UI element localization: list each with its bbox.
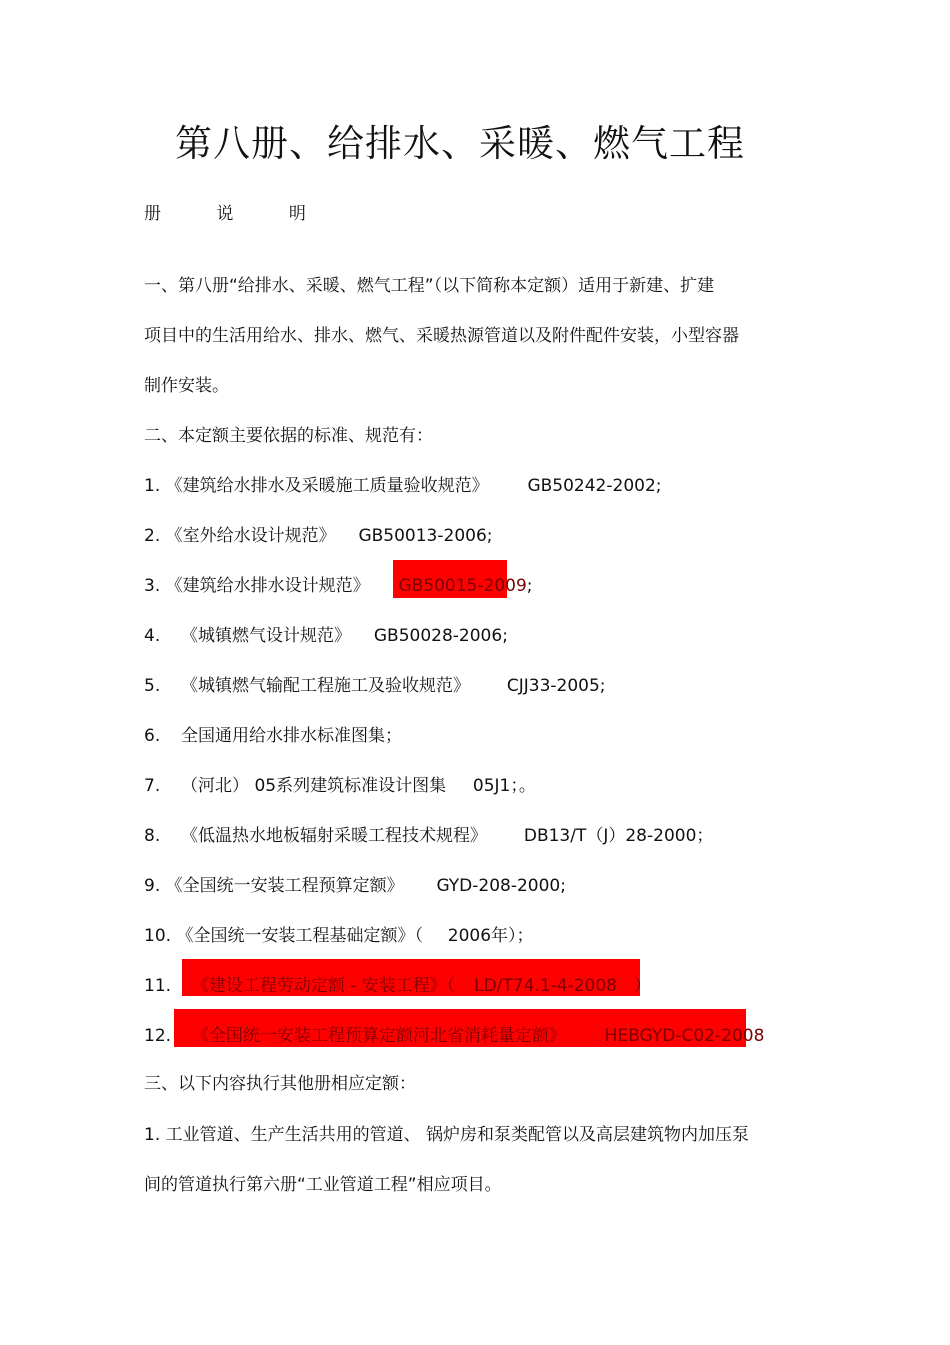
section3-line1: 1. 工业管道、生产生活共用的管道、 锅炉房和泵类配管以及高层建筑物内加压泵	[144, 1125, 750, 1145]
item-name: 《低温热水地板辐射采暖工程技术规程》	[181, 826, 488, 846]
subtitle-char-3: 明	[288, 204, 306, 224]
item-code: GB50242-2002	[527, 476, 656, 496]
item-code: GB50013-2006	[358, 526, 487, 546]
item-end: ;	[526, 576, 533, 596]
item-name: 《全国统一安装工程预算定额河北省消耗量定额》	[191, 1026, 566, 1046]
subtitle-char-1: 册	[144, 204, 161, 224]
section3-heading: 三、以下内容执行其他册相应定额：	[144, 1074, 416, 1094]
item-name: 《建设工程劳动定额 - 安装工程》（	[191, 976, 456, 996]
item-end: ；	[696, 826, 714, 846]
item-code: GB50028-2006	[373, 626, 503, 646]
section1-line1: 一、第八册“给排水、采暖、燃气工程”（以下简称本定额）适用于新建、扩建	[144, 276, 715, 296]
item-code: CJJ33-2005	[506, 676, 600, 696]
item-name: 全国通用给水排水标准图集；	[181, 726, 403, 746]
item-number: 6.	[144, 726, 161, 746]
item-name: 《城镇燃气输配工程施工及验收规范》	[181, 676, 471, 696]
item-code: HEBGYD-C02-2008	[604, 1026, 765, 1046]
item-number: 10.	[144, 926, 172, 946]
item-code: 2006年）	[447, 926, 517, 946]
page-title: 第八册、给排水、采暖、燃气工程	[175, 122, 745, 165]
subtitle-char-2: 说	[216, 204, 234, 224]
standard-item-10	[144, 923, 534, 949]
section1-line3: 制作安装。	[144, 376, 229, 396]
item-end: ;	[486, 526, 493, 546]
section1-line2: 项目中的生活用给水、排水、燃气、采暖热源管道以及附件配件安装，小型容器	[144, 326, 739, 346]
item-number: 1.	[144, 476, 161, 496]
standard-item-3	[144, 573, 533, 599]
standard-item-5	[144, 673, 606, 699]
item-code: LD/T74.1-4-2008	[474, 976, 617, 996]
item-name: 《全国统一安装工程预算定额》	[165, 876, 404, 896]
standard-item-12	[144, 1023, 764, 1049]
item-name: 《全国统一安装工程基础定额》（	[176, 926, 423, 946]
item-number: 7.	[144, 776, 161, 796]
standard-item-8	[144, 823, 713, 849]
item-number: 12.	[144, 1026, 172, 1046]
section3-line2: 间的管道执行第六册“工业管道工程”相应项目。	[144, 1175, 502, 1195]
item-number: 5.	[144, 676, 161, 696]
item-number: 11.	[144, 976, 172, 996]
item-number: 9.	[144, 876, 161, 896]
item-name: 《城镇燃气设计规范》	[181, 626, 352, 646]
standard-item-6	[144, 723, 402, 749]
item-name: 《建筑给水排水及采暖施工质量验收规范》	[165, 476, 489, 496]
item-end: ;	[599, 676, 606, 696]
item-number: 8.	[144, 826, 161, 846]
standard-item-1	[144, 473, 662, 499]
item-code: GYD-208-2000	[436, 876, 561, 896]
item-end: ；。	[510, 776, 536, 796]
standard-item-2	[144, 523, 493, 549]
item-code: 05J1	[472, 776, 511, 796]
item-code: GB50015-2009	[398, 576, 527, 596]
item-number: 3.	[144, 576, 161, 596]
item-name: （河北） 05系列建筑标准设计图集	[181, 776, 447, 796]
standard-item-4	[144, 623, 508, 649]
item-name: 《建筑给水排水设计规范》	[165, 576, 370, 596]
item-end: ;	[655, 476, 662, 496]
item-end: ;	[502, 626, 508, 646]
item-number: 4.	[144, 626, 161, 646]
item-name: 《室外给水设计规范》	[165, 526, 336, 546]
standard-item-7	[144, 773, 536, 799]
standard-item-11	[144, 973, 651, 999]
item-end: ）	[633, 976, 651, 996]
item-code: DB13/T（J）28-2000	[523, 826, 697, 846]
item-end: ；	[516, 926, 534, 946]
standard-item-9	[144, 873, 566, 899]
section2-heading: 二、本定额主要依据的标准、规范有：	[144, 426, 433, 446]
item-end: ;	[560, 876, 566, 896]
item-number: 2.	[144, 526, 161, 546]
section-subtitle	[144, 201, 356, 227]
